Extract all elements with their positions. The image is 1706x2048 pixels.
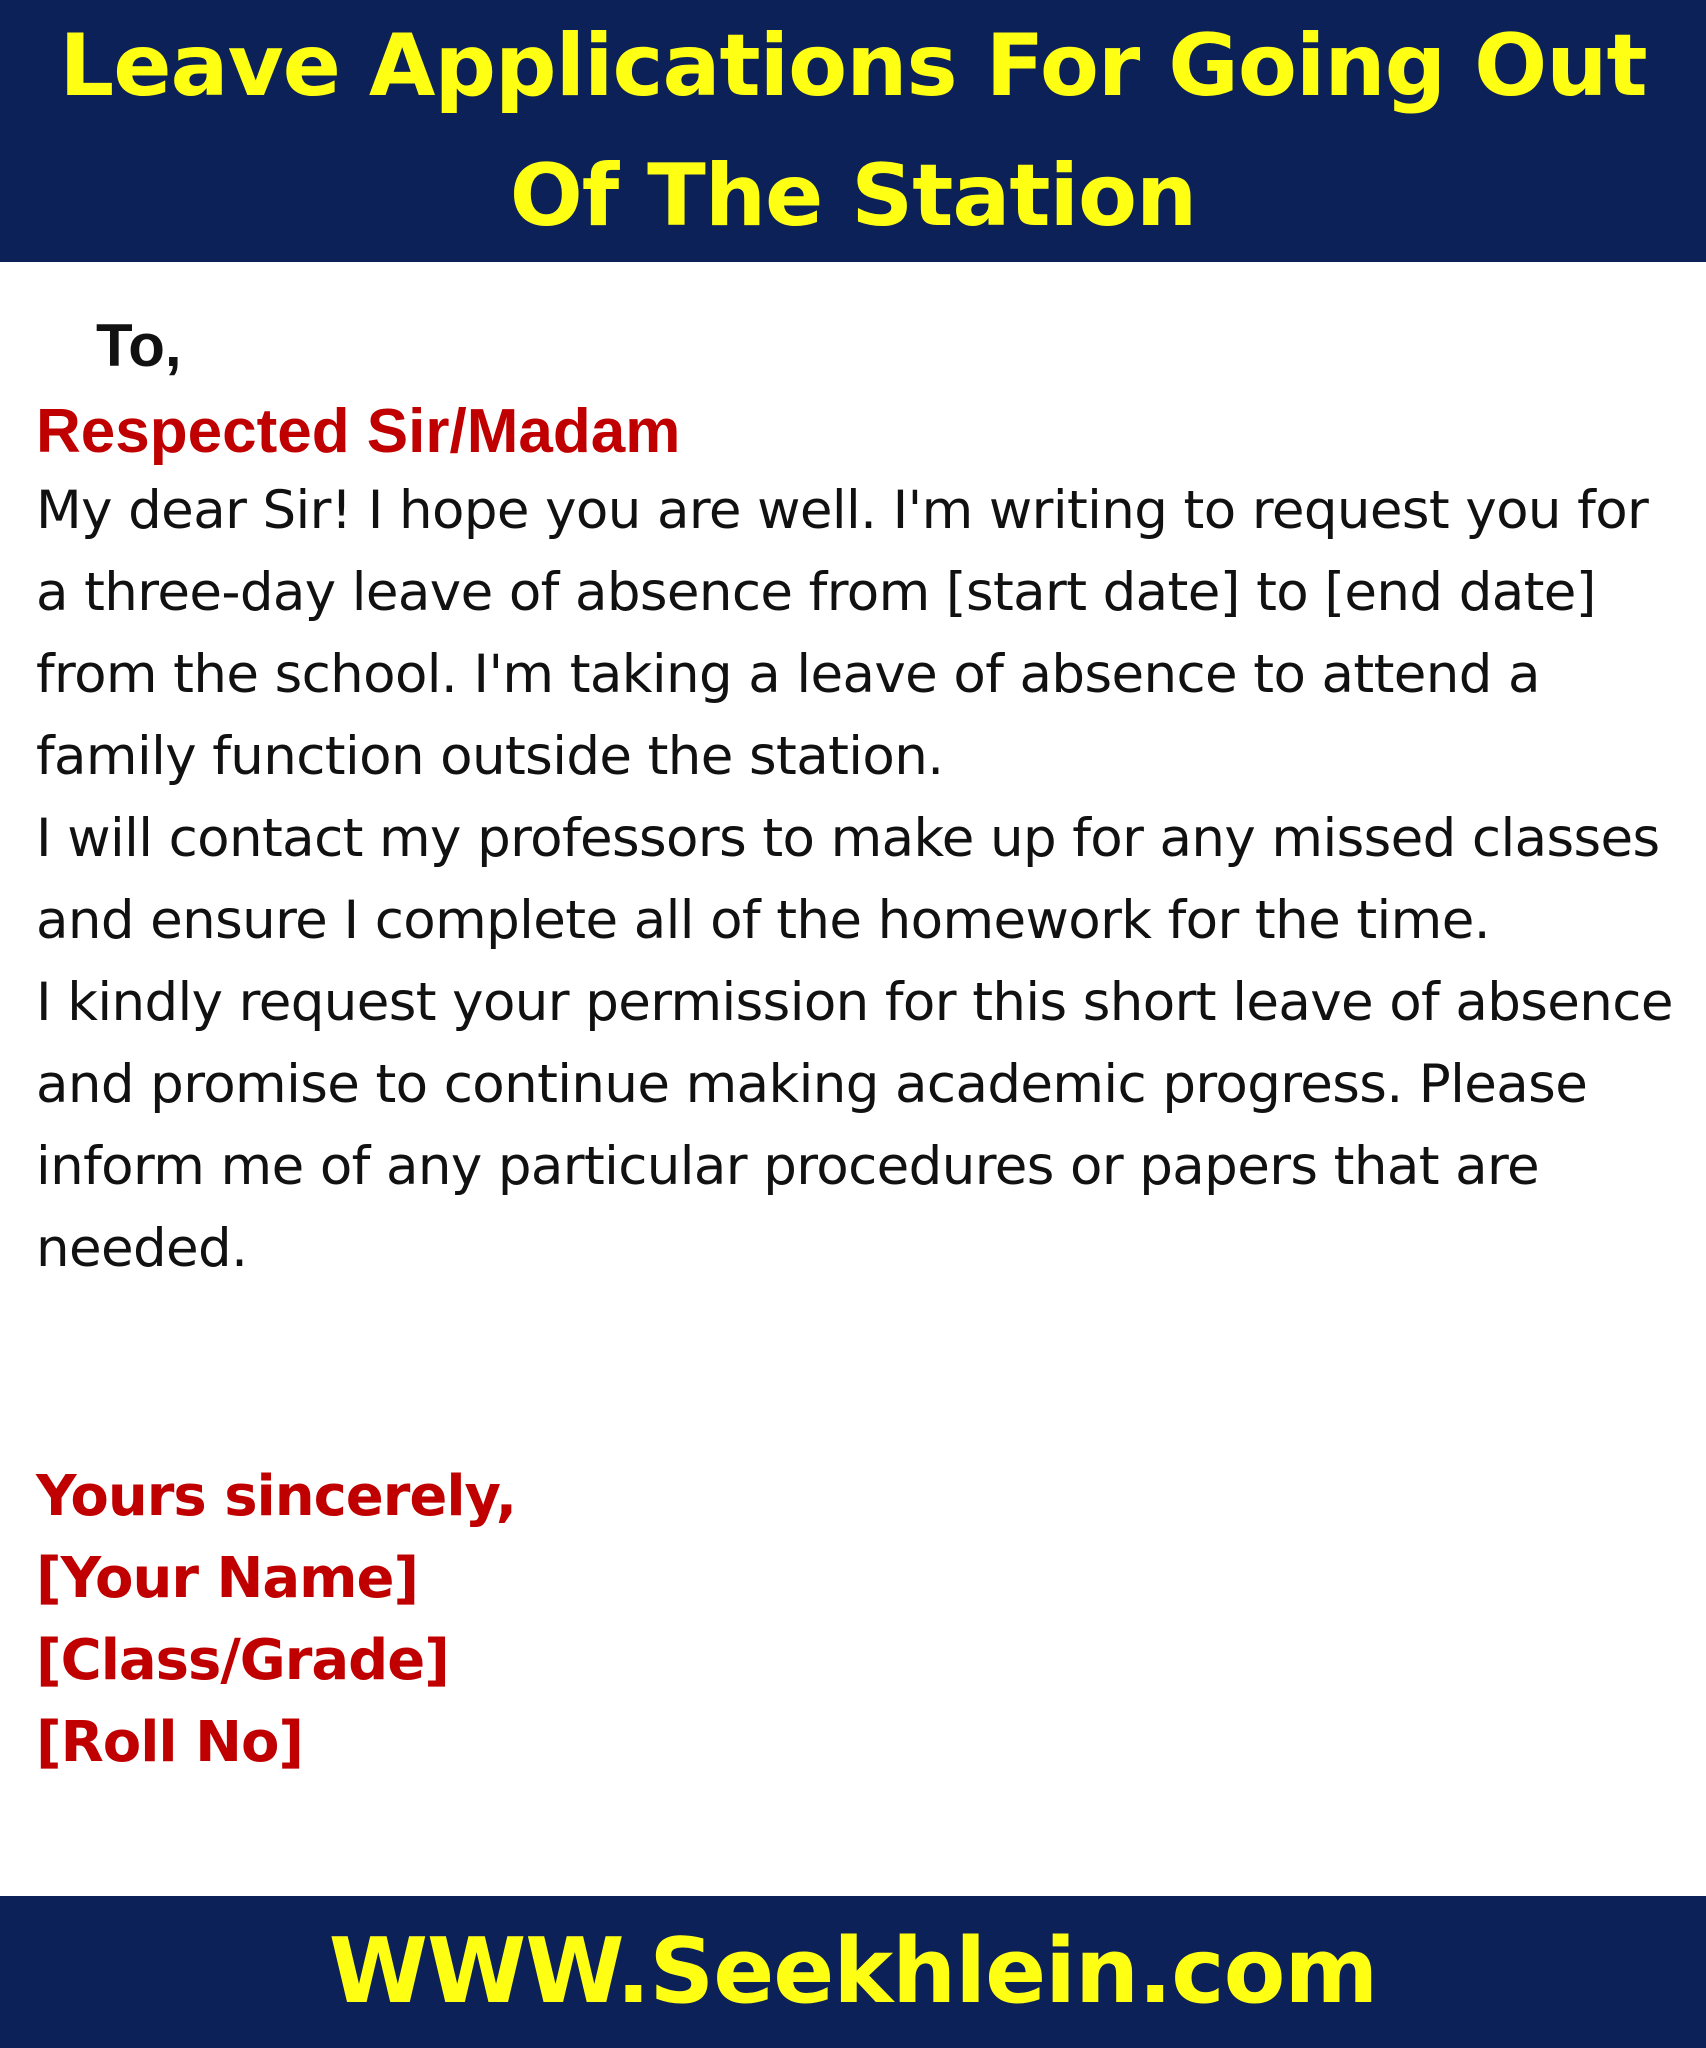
website-url: WWW.Seekhlein.com	[328, 1919, 1378, 2024]
page-title	[53, 1, 1653, 261]
letter-closing	[36, 1456, 936, 1784]
title-line-1: Leave Applications For Going Out	[59, 16, 1647, 116]
recipient-line: To,	[96, 312, 182, 379]
paragraph-permission: I kindly request your permission for this short leave of absence and promise to continue making academic progress. Please inform me of any particular procedures or papers that are needed.	[36, 972, 1673, 1279]
sender-class: [Class/Grade]	[36, 1628, 449, 1693]
sender-name: [Your Name]	[36, 1546, 419, 1611]
footer-banner	[0, 1896, 1706, 2048]
letter-body	[36, 298, 1676, 1290]
paragraph-homework: I will contact my professors to make up for any missed classes and ensure I complete all of the homework for the time.	[36, 808, 1660, 951]
title-line-2: Of The Station	[509, 146, 1197, 246]
paragraph-request: My dear Sir! I hope you are well. I'm writing to request you for a three-day leave of absence from [start date] to [end date] from the school. I'm taking a leave of absence to attend a family function outside the station.	[36, 480, 1649, 787]
salutation: Respected Sir/Madam	[36, 397, 681, 466]
header-banner	[0, 0, 1706, 262]
sender-roll: [Roll No]	[36, 1710, 304, 1775]
sign-off: Yours sincerely,	[36, 1464, 516, 1529]
